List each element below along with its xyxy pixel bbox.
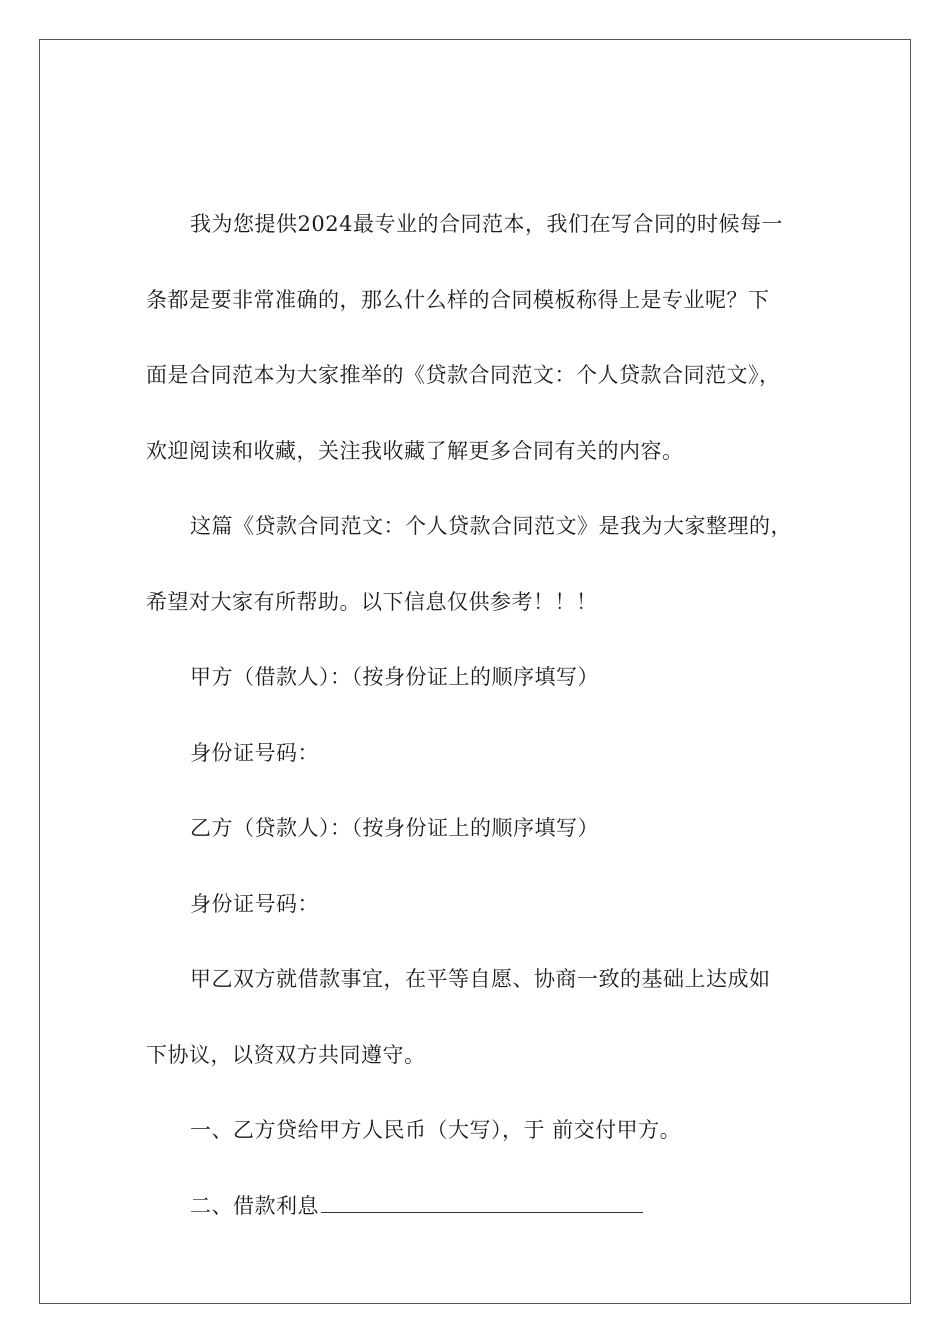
document-body <box>146 198 811 1255</box>
intro-line-1: 我为您提供2024最专业的合同范本，我们在写合同的时候每一 <box>190 212 783 236</box>
party-a-line: 甲方（借款人）：（按身份证上的顺序填写） <box>190 665 599 689</box>
note-line-1: 这篇《贷款合同范文：个人贷款合同范文》是我为大家整理的， <box>190 514 792 538</box>
agreement-line-1: 甲乙双方就借款事宜，在平等自愿、协商一致的基础上达成如 <box>190 967 771 991</box>
clause-2 <box>146 1180 811 1256</box>
clause-2-label: 二、借款利息 <box>190 1193 319 1218</box>
clause-1: 一、乙方贷给甲方人民币（大写），于 前交付甲方。 <box>190 1118 682 1142</box>
interest-blank-line <box>321 1190 643 1213</box>
party-b-id-line: 身份证号码： <box>190 891 319 916</box>
party-b-line: 乙方（贷款人）：（按身份证上的顺序填写） <box>190 816 599 840</box>
intro-line-2: 条都是要非常准确的，那么什么样的合同模板称得上是专业呢？下 <box>146 287 770 312</box>
intro-line-4: 欢迎阅读和收藏，关注我收藏了解更多合同有关的内容。 <box>146 438 684 463</box>
intro-line-3: 面是合同范本为大家推举的《贷款合同范文：个人贷款合同范文》， <box>146 363 781 387</box>
note-line-2: 希望对大家有所帮助。以下信息仅供参考！！！ <box>146 589 598 614</box>
agreement-line-2: 下协议，以资双方共同遵守。 <box>146 1042 426 1067</box>
party-a-id-line: 身份证号码： <box>190 740 319 765</box>
